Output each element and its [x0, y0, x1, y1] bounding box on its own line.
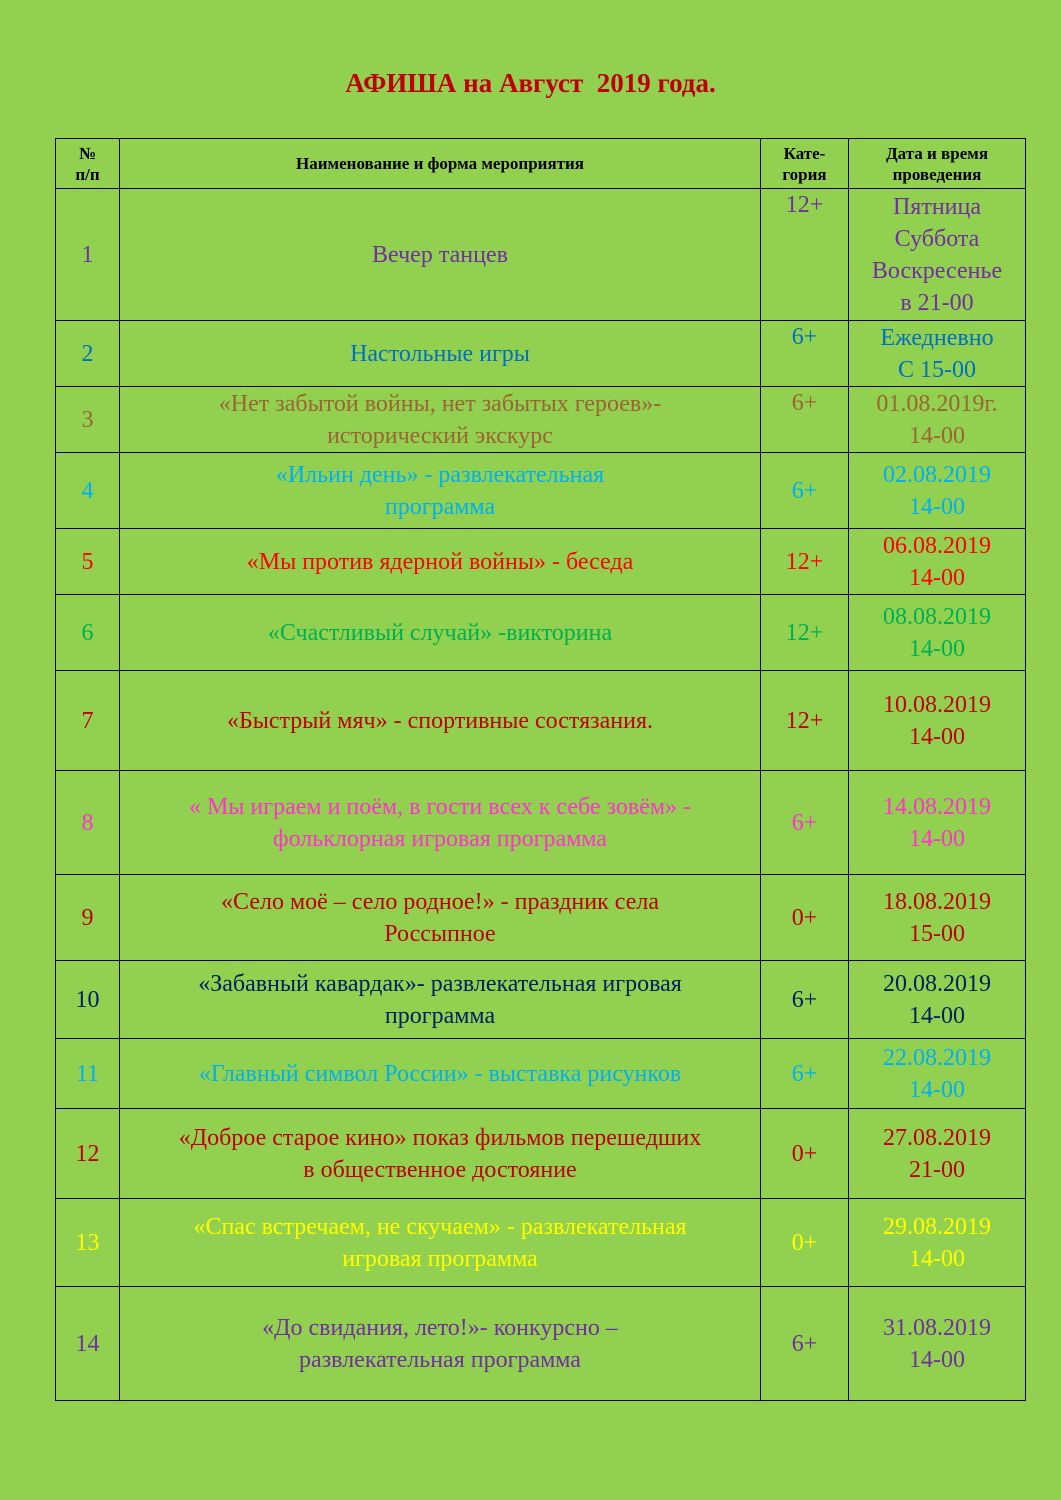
page-title: АФИША на Август 2019 года. [345, 68, 716, 98]
event-number: 1 [56, 189, 120, 321]
event-category: 6+ [761, 387, 849, 453]
header-category: Кате- гория [761, 139, 849, 189]
event-name-line: программа [384, 493, 496, 520]
table-row [56, 875, 1026, 961]
event-name-line: «Быстрый мяч» - спортивные состязания. [226, 707, 654, 734]
table-row [56, 1109, 1026, 1199]
event-date-line: 15-00 [909, 920, 965, 947]
event-name [120, 387, 761, 453]
event-name-line: « Мы играем и поём, в гости всех к себе зовём» - [188, 793, 692, 820]
event-category: 6+ [761, 1039, 849, 1109]
event-date-time [849, 961, 1026, 1039]
event-number: 3 [56, 387, 120, 453]
event-name-line: «Доброе старое кино» показ фильмов перешедших [178, 1124, 702, 1151]
event-category: 0+ [761, 1199, 849, 1287]
event-number: 11 [56, 1039, 120, 1109]
event-date-line: 14-00 [909, 1346, 965, 1373]
event-name [120, 875, 761, 961]
event-category: 12+ [761, 671, 849, 771]
event-date-line: Ежедневно [880, 324, 994, 351]
event-name [120, 453, 761, 529]
event-name-line: игровая программа [342, 1245, 538, 1272]
event-name-line: «Забавный кавардак»- развлекательная игровая [198, 970, 682, 997]
event-name-line: «Главный символ России» - выставка рисунков [198, 1060, 682, 1087]
event-number: 2 [56, 321, 120, 387]
event-name-line: «Ильин день» - развлекательная [275, 461, 605, 488]
event-date-line: в 21-00 [900, 289, 974, 316]
event-date-time [849, 1199, 1026, 1287]
table-row [56, 529, 1026, 595]
event-date-line: 08.08.2019 [883, 603, 991, 630]
event-date-line: 14-00 [909, 825, 965, 852]
event-number: 12 [56, 1109, 120, 1199]
table-row [56, 671, 1026, 771]
table-row [56, 1287, 1026, 1401]
event-number: 4 [56, 453, 120, 529]
event-number: 9 [56, 875, 120, 961]
events-table [55, 138, 1026, 1401]
event-name-line: «Село моё – село родное!» - праздник села [221, 888, 659, 915]
event-name [120, 671, 761, 771]
event-name-line: «Мы против ядерной войны» - беседа [246, 548, 634, 575]
event-date-line: С 15-00 [898, 356, 976, 383]
table-row [56, 1199, 1026, 1287]
event-date-line: 14-00 [909, 564, 965, 591]
event-date-time [849, 1287, 1026, 1401]
event-number: 13 [56, 1199, 120, 1287]
event-name-line: Вечер танцев [372, 241, 508, 268]
event-date-line: 14-00 [909, 1076, 965, 1103]
event-name-line: исторический экскурс [327, 422, 553, 449]
event-name-line: развлекательная программа [299, 1346, 581, 1373]
event-date-time [849, 875, 1026, 961]
table-row [56, 961, 1026, 1039]
event-date-line: 22.08.2019 [883, 1044, 991, 1071]
event-date-time [849, 321, 1026, 387]
event-name [120, 529, 761, 595]
event-name-line: программа [384, 1002, 496, 1029]
event-number: 8 [56, 771, 120, 875]
event-name [120, 595, 761, 671]
event-name [120, 1109, 761, 1199]
event-date-time [849, 189, 1026, 321]
event-category: 12+ [761, 529, 849, 595]
event-date-line: 21-00 [909, 1156, 965, 1183]
event-date-line: 31.08.2019 [883, 1314, 991, 1341]
event-date-line: 14-00 [909, 723, 965, 750]
table-row [56, 387, 1026, 453]
event-name [120, 771, 761, 875]
event-name [120, 1039, 761, 1109]
event-date-time [849, 771, 1026, 875]
event-date-time [849, 453, 1026, 529]
table-row [56, 321, 1026, 387]
event-date-line: 14-00 [909, 493, 965, 520]
event-date-line: 06.08.2019 [883, 532, 991, 559]
event-date-time [849, 529, 1026, 595]
event-name-line: «Нет забытой войны, нет забытых героев»- [218, 390, 662, 417]
event-number: 6 [56, 595, 120, 671]
event-date-time [849, 671, 1026, 771]
event-category: 6+ [761, 1287, 849, 1401]
event-category: 0+ [761, 875, 849, 961]
event-name [120, 1287, 761, 1401]
table-header-row [56, 139, 1026, 189]
event-category: 12+ [761, 189, 849, 321]
event-date-line: 14-00 [909, 635, 965, 662]
event-date-line: 14-00 [909, 1245, 965, 1272]
event-name-line: в общественное достояние [303, 1156, 577, 1183]
event-number: 5 [56, 529, 120, 595]
event-date-line: 14-00 [909, 422, 965, 449]
event-name-line: фольклорная игровая программа [273, 825, 607, 852]
event-name [120, 961, 761, 1039]
table-row [56, 1039, 1026, 1109]
event-date-line: Воскресенье [871, 257, 1003, 284]
event-category: 6+ [761, 453, 849, 529]
header-number: № п/п [56, 139, 120, 189]
table-row [56, 771, 1026, 875]
event-date-line: 14-00 [909, 1002, 965, 1029]
header-date-time: Дата и время проведения [849, 139, 1026, 189]
event-date-line: 18.08.2019 [883, 888, 991, 915]
header-event-name: Наименование и форма мероприятия [120, 139, 761, 189]
event-date-line: Пятница [892, 193, 982, 220]
event-name-line: «До свидания, лето!»- конкурсно – [262, 1314, 618, 1341]
table-row [56, 595, 1026, 671]
event-category: 6+ [761, 961, 849, 1039]
event-date-time [849, 1039, 1026, 1109]
event-date-time [849, 595, 1026, 671]
event-name [120, 1199, 761, 1287]
table-row [56, 453, 1026, 529]
event-name [120, 189, 761, 321]
event-date-line: 10.08.2019 [883, 691, 991, 718]
event-name-line: «Счастливый случай» -викторина [267, 619, 613, 646]
table-row [56, 189, 1026, 321]
event-date-line: 01.08.2019г. [876, 390, 998, 417]
event-number: 14 [56, 1287, 120, 1401]
event-category: 12+ [761, 595, 849, 671]
event-date-line: 27.08.2019 [883, 1124, 991, 1151]
event-date-line: 20.08.2019 [883, 970, 991, 997]
event-date-time [849, 387, 1026, 453]
event-date-line: 14.08.2019 [883, 793, 991, 820]
event-number: 10 [56, 961, 120, 1039]
event-name-line: «Спас встречаем, не скучаем» - развлекательная [193, 1213, 687, 1240]
event-name [120, 321, 761, 387]
event-category: 0+ [761, 1109, 849, 1199]
event-name-line: Россыпное [384, 920, 496, 947]
event-name-line: Настольные игры [350, 340, 530, 367]
event-category: 6+ [761, 321, 849, 387]
event-date-time [849, 1109, 1026, 1199]
event-number: 7 [56, 671, 120, 771]
event-date-line: 02.08.2019 [883, 461, 991, 488]
event-date-line: 29.08.2019 [883, 1213, 991, 1240]
event-category: 6+ [761, 771, 849, 875]
event-date-line: Суббота [894, 225, 980, 252]
